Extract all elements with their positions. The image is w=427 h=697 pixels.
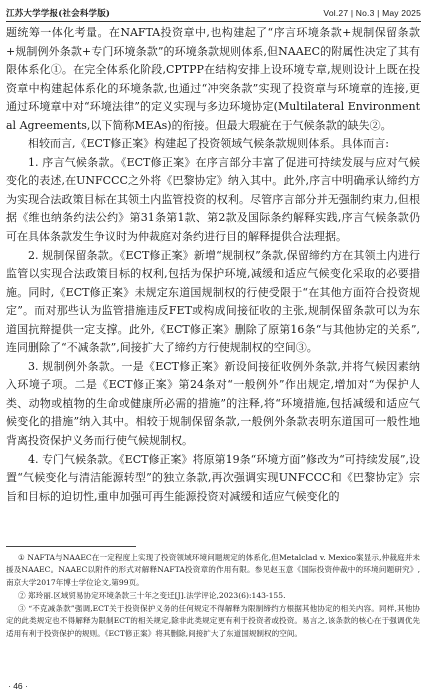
paragraph-regulatory-exception: 3. 规制例外条款。一是《ECT修正案》新设间接征收例外条款,并将气候因素纳入环境子项。二是《ECT修正案》第24条对“一般例外”作出规定,增加对“为保护人类、动物或植物的生命或健康所必需的措施”的注释,将“环境措施,包括减缓和适应气候变化的措施”纳入其中。相较于规制保留条款,一般例外条款表明东道国可一般性地背离投资保护义务而行使气候规制权。: [6, 359, 420, 448]
paragraph-continued: 题统筹一体化考量。在NAFTA投资章中,也构建起了“序言环境条款+规制保留条款+规制例外条款+专门环境条款”的环境条款规则体系,但NAAEC的附属性决定了其有限体系化①。在完全体系化阶段,CPTPP在结构安排上设环境专章,规则设计上既在投资章中构建起体系化的环境条款,也通过“冲突条款”实现了投资章与环境章的连接,更通过环境章中对“环境法律”的定义实现与多边环境协定(Multilateral Environmental Agreements,以下简称MEAs)的衔接。但最大瑕疵在于气候条款的缺失②。: [6, 26, 420, 132]
issue-info: Vol.27 | No.3 | May 2025: [323, 8, 421, 18]
main-text: [6, 24, 420, 506]
journal-title: 江苏大学学报(社会科学版): [6, 9, 111, 19]
footnote-rule: [6, 546, 136, 547]
header-rule: [6, 21, 421, 22]
footnote-2: ② 郑玲丽.区域贸易协定环境条款三十年之变迁[J].法学评论,2023(6):143-155.: [18, 590, 286, 600]
footnotes: [6, 552, 420, 641]
footnote-3: ③ “不克减条款”强调,ECT关于投资保护义务的任何规定不得解释为限制缔约方根据其他协定的相关内容。同样,其他协定的此类规定也不得解释为限制ECT的相关规定,除非此类规定更有利于投资者或投资。易言之,该条款的核心在于强调优先适用有利于投资保护的规则。《ECT修正案》将其删除,间接扩大了东道国规制权的空间。: [6, 604, 420, 638]
paragraph-specific-climate-clause: 4. 专门气候条款。《ECT修正案》将原第19条“环境方面”修改为“可持续发展”,设置“气候变化与清洁能源转型”的独立条款,再次强调实现UNFCCC和《巴黎协定》宗旨和目标的迫切性,重申加强可再生能源投资对减缓和适应气候变化的: [6, 452, 420, 503]
paragraph-regulatory-reservation: 2. 规制保留条款。《ECT修正案》新增“规制权”条款,保留缔约方在其领土内进行监管以实现合法政策目标的权利,包括为保护环境,减缓和适应气候变化采取的必要措施。同时,《ECT修正案》未规定东道国规制权的行使受限于“在其他方面符合投资规定”。而对那些认为监管措施违反FET或构成间接征收的主张,规制保留条款可以为东道国抗辩提供一定支撑。此外,《ECT修正案》删除了原第16条“与其他协定的关系”,连同删除了“不减条款”,间接扩大了缔约方行使规制权的空间③。: [6, 248, 420, 355]
paragraph-intro: 相较而言,《ECT修正案》构建起了投资领域气候条款规则体系。具体而言:: [28, 137, 389, 151]
paragraph-preamble-clause: 1. 序言气候条款。《ECT修正案》在序言部分丰富了促进可持续发展与应对气候变化的表述,在UNFCCC之外将《巴黎协定》纳入其中。此外,序言中明确承认缔约方为实现合法政策目标在其领土内监管投资的权利。尽管序言部分并无强制约束力,但根据《维也纳条约法公约》第31条第1款、第2款及国际条约解释实践,序言气候条款仍可在具体条款发生争议时为仲裁庭对条约进行目的解释提供合法理据。: [6, 155, 420, 244]
footnote-1: ① NAFTA与NAAEC在一定程度上实现了投资领域环境问题规定的体系化,但Metalclad v. Mexico案显示,仲裁庭并未援及NAAEC。NAAEC以附件的形式对解释NAFTA投资章的作用有限。参见赵玉意《国际投资仲裁中的环境问题研究》,南京大学2017年博士学位论文,第99页。: [6, 553, 420, 587]
page-number: · 46 ·: [8, 681, 28, 691]
running-header: [6, 6, 421, 20]
